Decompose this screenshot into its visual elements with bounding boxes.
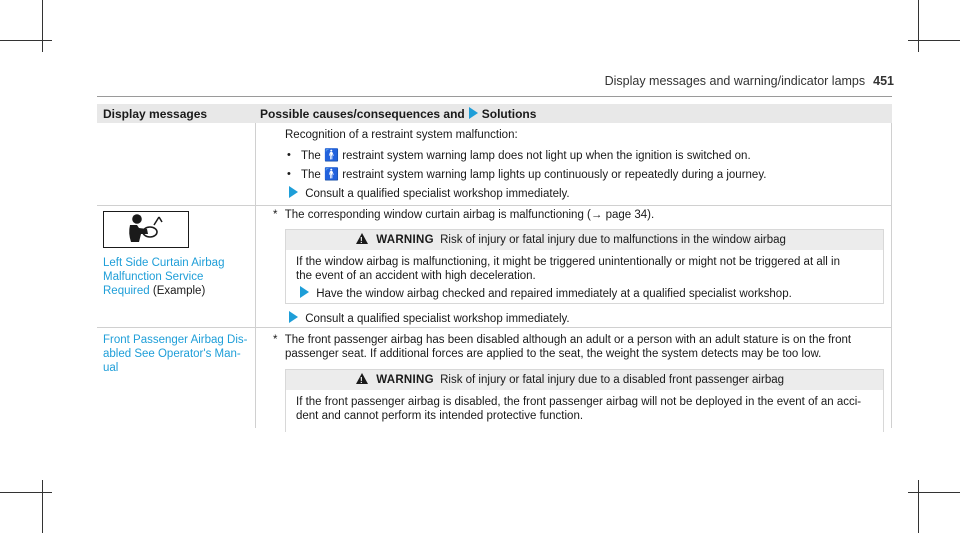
warning-label: WARNING [376,234,434,246]
message-left-curtain-line2: Malfunction Service [103,271,204,283]
header-rule [97,96,892,97]
bullet-dot: • [287,168,291,180]
cause-star: * [273,334,278,346]
solution-arrow-icon [289,186,298,198]
crop-mark [0,40,52,41]
page-number: 451 [873,74,894,88]
warning-action [296,286,792,301]
bullet-text: restraint system warning lamp lights up continuously or repeatedly during a journey. [342,169,767,181]
cause-text: The corresponding window curtain airbag is malfunctioning (→ page 34). [284,209,655,221]
warning-triangle-icon [356,373,368,384]
airbag-display-icon-frame [103,211,189,248]
crop-mark [918,0,919,52]
column-header-solutions-text: Solutions [481,107,537,121]
message-left-curtain-line1: Left Side Curtain Airbag [103,257,225,269]
warning-body-line: the event of an accident with high deceleration. [296,270,536,282]
column-header-causes-solutions [260,107,536,121]
cause-star: * [273,209,278,221]
cause-text: The front passenger airbag has been disabled although an adult or a person with an adult stature is on the front [284,334,852,346]
action-text: Consult a qualified specialist workshop immediately. [305,188,570,200]
bullet-text: restraint system warning lamp does not light up when the ignition is switched on. [342,150,751,162]
row2-action [285,311,570,326]
bullet-prefix: The [301,169,321,181]
table-right-border [891,123,892,428]
message-front-passenger-line1: Front Passenger Airbag Dis- [103,334,248,346]
row2-cause [273,208,654,222]
warning-label: WARNING [376,374,434,386]
warning-headline: Risk of injury or fatal injury due to malfunctions in the window airbag [440,234,786,246]
crop-mark [908,492,960,493]
restraint-system-icon: 🚹 [324,148,339,162]
row3-cause-line2: passenger seat. If additional forces are applied to the seat, the weight the system detects may be too low. [285,348,822,360]
warning-headline: Risk of injury or fatal injury due to a disabled front passenger airbag [440,374,785,386]
row1-bullet-2 [301,167,766,182]
crop-mark [908,40,960,41]
column-header-display-messages: Display messages [103,107,208,121]
bullet-dot: • [287,149,291,161]
message-left-curtain-line3 [103,284,205,298]
row3-cause-line1 [273,333,851,347]
crop-mark [0,492,52,493]
message-front-passenger-line3: ual [103,362,119,374]
running-header [605,74,894,88]
solution-arrow-icon [300,286,309,298]
row1-action [285,186,570,201]
row-divider [97,327,892,328]
warning-headline-row [356,373,784,387]
airbag-curtain-icon [104,212,188,247]
warning-action-text: Have the window airbag checked and repaired immediately at a qualified specialist workshop. [316,288,792,300]
warning-body-line: dent and cannot perform its intended protective function. [296,410,584,422]
crop-mark [918,480,919,533]
warning-box-window-airbag [285,229,884,304]
column-header-causes-text: Possible causes/consequences and [260,107,465,121]
warning-headline-row [356,233,786,247]
solution-arrow-icon [469,107,478,119]
message-text: Required [103,285,150,297]
column-divider [255,123,256,428]
warning-box-front-passenger-airbag [285,369,884,432]
message-front-passenger-line2: abled See Operator's Man- [103,348,241,360]
action-text: Consult a qualified specialist workshop immediately. [305,313,570,325]
running-header-title: Display messages and warning/indicator lamps [604,74,866,88]
restraint-system-icon: 🚹 [324,167,339,181]
warning-triangle-icon [356,233,368,244]
bullet-prefix: The [301,150,321,162]
row1-intro: Recognition of a restraint system malfunction: [285,129,518,141]
table-header [97,104,892,123]
crop-mark [42,480,43,533]
message-suffix: (Example) [152,285,206,297]
solution-arrow-icon [289,311,298,323]
crop-mark [42,0,43,52]
warning-body-line: If the front passenger airbag is disabled, the front passenger airbag will not be deployed in the event of an acci- [296,396,862,408]
row1-bullet-1 [301,148,751,163]
warning-body-line: If the window airbag is malfunctioning, it might be triggered unintentionally or might not be triggered at all in [296,256,840,268]
row-divider [97,205,892,206]
